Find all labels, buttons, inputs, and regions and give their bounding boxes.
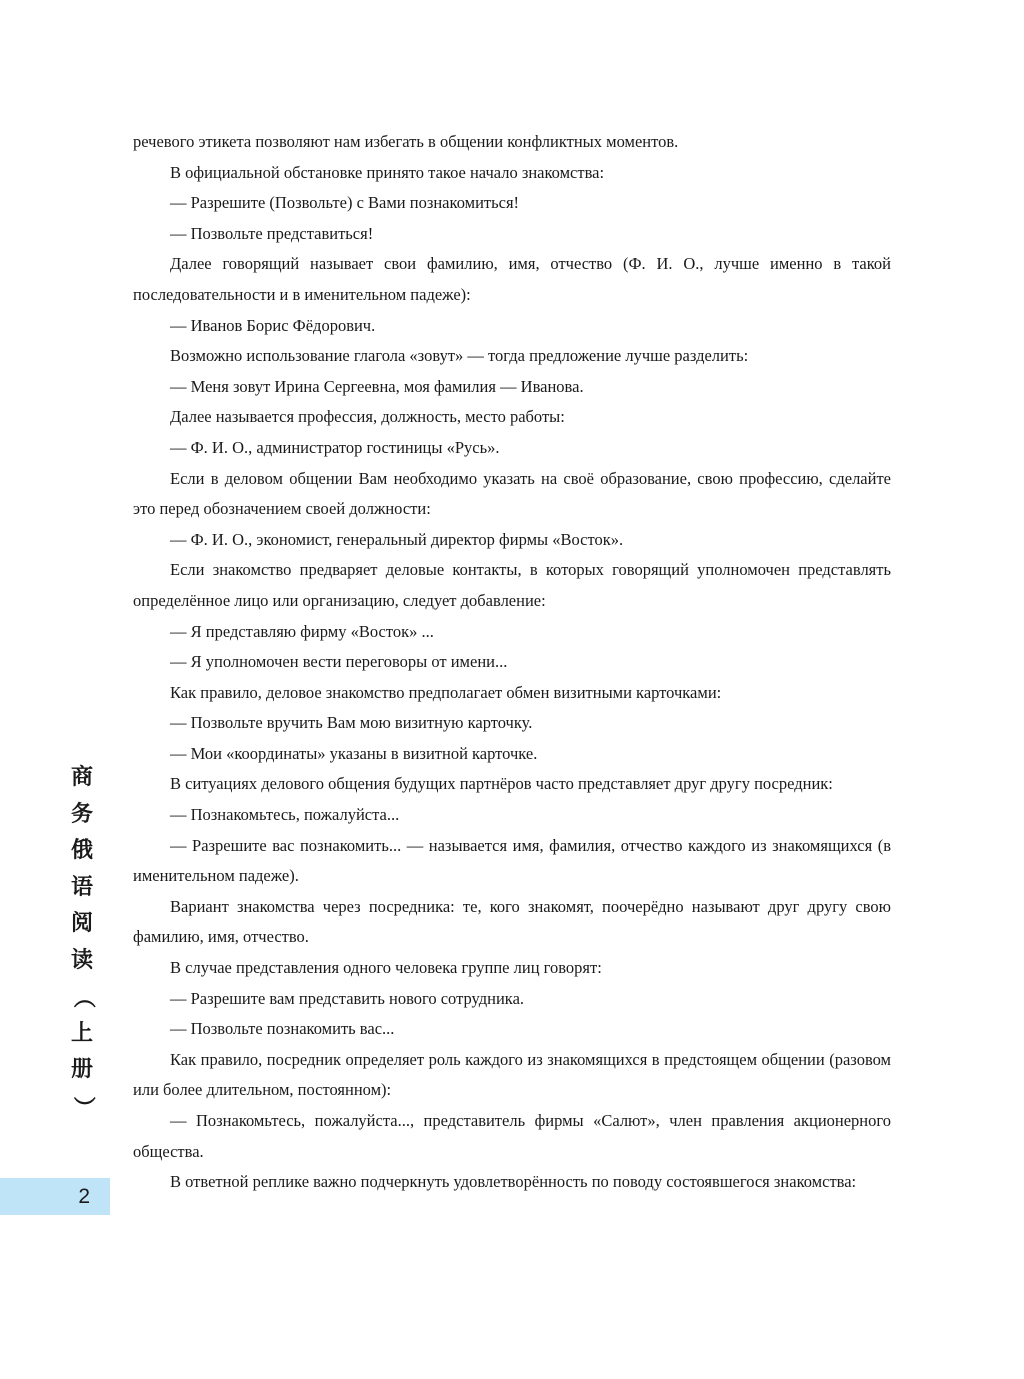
dialogue-line: — Мои «координаты» указаны в визитной карточке. xyxy=(170,743,538,763)
dialogue-line: — Познакомьтесь, пожалуйста... xyxy=(170,805,400,825)
paragraph: Вариант знакомства через посредника: те, кого знакомят, поочерёдно называют друг другу свою фамилию, имя, отчество. xyxy=(133,896,891,947)
body-text xyxy=(133,127,891,1198)
title-char: 商 xyxy=(70,765,93,790)
title-char: ） xyxy=(70,1095,96,1118)
title-char: 俄 xyxy=(70,838,93,863)
book-title-vertical xyxy=(62,760,102,1125)
paragraph: Как правило, деловое знакомство предполагает обмен визитными карточками: xyxy=(170,682,722,702)
paragraph: В ситуациях делового общения будущих партнёров часто представляет друг другу посредник: xyxy=(170,774,833,794)
title-char: 务 xyxy=(70,801,93,827)
paragraph: Если в деловом общении Вам необходимо указать на своё образование, свою профессию, сделайте это перед обозначением своей должности: xyxy=(133,468,891,519)
paragraph: Далее называется профессия, должность, место работы: xyxy=(170,407,565,427)
title-char: 读 xyxy=(70,947,93,973)
title-char: 上 xyxy=(70,1020,93,1046)
dialogue-line: — Разрешите (Позвольте) с Вами познакомиться! xyxy=(170,193,520,213)
paragraph: Возможно использование глагола «зовут» — тогда предложение лучше разделить: xyxy=(170,346,749,366)
paragraph: Далее говорящий называет свои фамилию, имя, отчество (Ф. И. О., лучше именно в такой последовательности и в именительном падеже): xyxy=(133,254,891,304)
dialogue-line: — Позвольте вручить Вам мою визитную карточку. xyxy=(170,713,533,733)
dialogue-line: — Ф. И. О., экономист, генеральный директор фирмы «Восток». xyxy=(170,529,624,549)
paragraph: Как правило, посредник определяет роль каждого из знакомящихся в предстоящем общении (разовом или более длительном, постоянном): xyxy=(133,1049,891,1100)
title-char: 语 xyxy=(70,874,93,900)
dialogue-line: — Позвольте представиться! xyxy=(170,223,374,243)
paragraph: В случае представления одного человека группе лиц говорят: xyxy=(170,958,602,978)
title-char: 册 xyxy=(70,1057,93,1082)
title-char: （ xyxy=(70,986,96,1009)
dialogue-line: — Меня зовут Ирина Сергеевна, моя фамилия — Иванова. xyxy=(170,376,584,396)
dialogue-line: — Позвольте познакомить вас... xyxy=(170,1019,395,1039)
dialogue-line: — Иванов Борис Фёдорович. xyxy=(170,315,376,335)
page-number-tab xyxy=(0,1178,110,1215)
dialogue-line: — Я представляю фирму «Восток» ... xyxy=(170,621,434,641)
dialogue-line: — Я уполномочен вести переговоры от имени... xyxy=(170,652,508,672)
title-char: 阅 xyxy=(70,911,93,936)
paragraph: Если знакомство предваряет деловые контакты, в которых говорящий уполномочен представлять определённое лицо или организацию, следует добавление: xyxy=(133,560,891,610)
paragraph: речевого этикета позволяют нам избегать в общении конфликтных моментов. xyxy=(133,132,679,151)
dialogue-line: — Ф. И. О., администратор гостиницы «Русь». xyxy=(170,437,500,457)
paragraph: В официальной обстановке принято такое начало знакомства: xyxy=(170,162,605,182)
dialogue-line: — Разрешите вам представить нового сотрудника. xyxy=(170,988,525,1008)
page-number: 2 xyxy=(78,1185,90,1208)
paragraph: В ответной реплике важно подчеркнуть удовлетворённость по поводу состоявшегося знакомства: xyxy=(170,1172,857,1192)
dialogue-line: — Познакомьтесь, пожалуйста..., представитель фирмы «Салют», член правления акционерного общества. xyxy=(133,1111,891,1161)
dialogue-line: — Разрешите вас познакомить... — называется имя, фамилия, отчество каждого из знакомящихся (в именительном падеже). xyxy=(133,835,891,886)
